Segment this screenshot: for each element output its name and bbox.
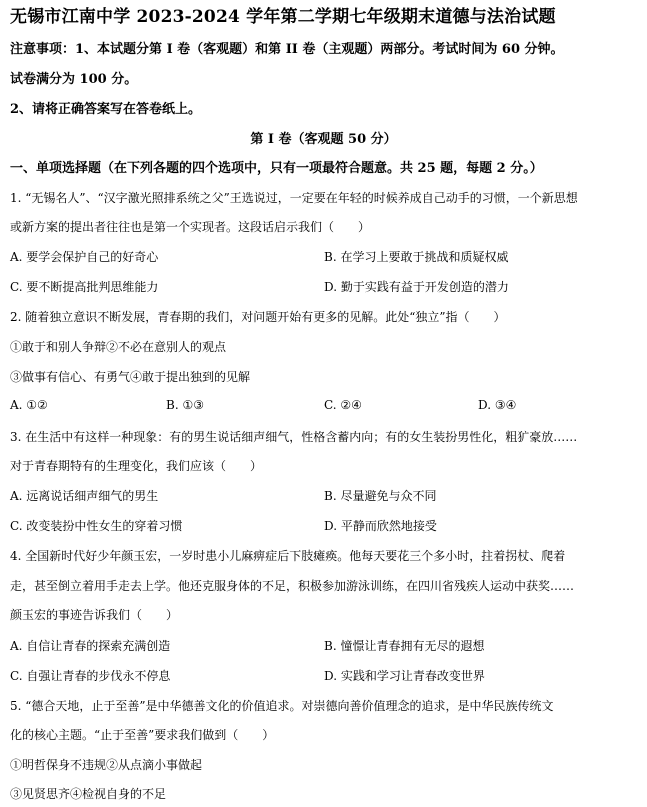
question-5-stem-line-4: ③见贤思齐④检视自身的不足: [10, 787, 167, 801]
question-3-stem-line-1: 3. 在生活中有这样一种现象：有的男生说话细声细气，性格含蓄内向；有的女生装扮男性化，粗犷豪放……: [10, 430, 578, 444]
part-heading: 一、单项选择题（在下列各题的四个选项中，只有一项最符合题意。共 25 题，每题 2 分。）: [10, 161, 543, 176]
exam-title: 无锡市江南中学 2023-2024 学年第二学期七年级期末道德与法治试题: [10, 7, 556, 27]
question-3-stem-line-2: 对于青春期特有的生理变化，我们应该（ ）: [10, 459, 263, 473]
question-1-option-c: C. 要不断提高批判思维能力: [10, 280, 159, 294]
question-4-option-a: A. 自信让青春的探索充满创造: [10, 639, 171, 653]
question-2-stem-line-3: ③做事有信心、有勇气④敢于提出独到的见解: [10, 370, 251, 384]
question-2-stem-line-1: 2. 随着独立意识不断发展，青春期的我们，对问题开始有更多的见解。此处“独立”指（ ）: [10, 310, 506, 324]
question-2-option-d: D. ③④: [478, 398, 517, 412]
question-1-option-d: D. 勤于实践有益于开发创造的潜力: [324, 280, 509, 294]
question-3-option-c: C. 改变装扮中性女生的穿着习惯: [10, 519, 183, 533]
question-5-stem-line-2: 化的核心主题。“止于至善”要求我们做到（ ）: [10, 728, 275, 742]
question-2-option-a: A. ①②: [10, 398, 48, 412]
question-4-option-b: B. 憧憬让青春拥有无尽的遐想: [324, 639, 485, 653]
question-5-stem-line-1: 5. “德合天地，止于至善”是中华德善文化的价值追求。对崇德向善价值理念的追求，是中华民族传统文: [10, 699, 554, 713]
question-2-stem-line-2: ①敢于和别人争辩②不必在意别人的观点: [10, 340, 227, 354]
question-2-option-c: C. ②④: [324, 398, 362, 412]
question-4-option-c: C. 自强让青春的步伐永不停息: [10, 669, 171, 683]
question-2-option-b: B. ①③: [166, 398, 204, 412]
notes-line-3: 2、请将正确答案写在答卷纸上。: [10, 102, 202, 117]
question-1-option-b: B. 在学习上要敢于挑战和质疑权威: [324, 250, 509, 264]
notes-line-2: 试卷满分为 100 分。: [10, 72, 138, 87]
question-4-option-d: D. 实践和学习让青春改变世界: [324, 669, 485, 683]
question-3-option-b: B. 尽量避免与众不同: [324, 489, 437, 503]
notes-line-1: 注意事项：1、本试题分第 I 卷（客观题）和第 II 卷（主观题）两部分。考试时间为 60 分钟。: [10, 42, 564, 57]
question-4-stem-line-1: 4. 全国新时代好少年颜玉宏，一岁时患小儿麻痹症后下肢瘫痪。他每天要花三个多小时，拄着拐杖、爬着: [10, 549, 566, 563]
question-5-stem-line-3: ①明哲保身不违规②从点滴小事做起: [10, 758, 203, 772]
question-1-stem-line-1: 1. “无锡名人”、“汉字激光照排系统之父”王选说过，一定要在年轻的时候养成自己动手的习惯，一个新思想: [10, 191, 578, 205]
question-4-stem-line-2: 走，甚至倒立着用手走去上学。他还克服身体的不足，积极参加游泳训练，在四川省残疾人运动中获奖……: [10, 579, 575, 593]
question-1-stem-line-2: 或新方案的提出者往往也是第一个实现者。这段话启示我们（ ）: [10, 220, 371, 234]
question-1-option-a: A. 要学会保护自己的好奇心: [10, 250, 159, 264]
question-3-option-d: D. 平静而欣然地接受: [324, 519, 437, 533]
question-3-option-a: A. 远离说话细声细气的男生: [10, 489, 159, 503]
section-title: 第 I 卷（客观题 50 分）: [250, 132, 397, 147]
question-4-stem-line-3: 颜玉宏的事迹告诉我们（ ）: [10, 608, 179, 622]
